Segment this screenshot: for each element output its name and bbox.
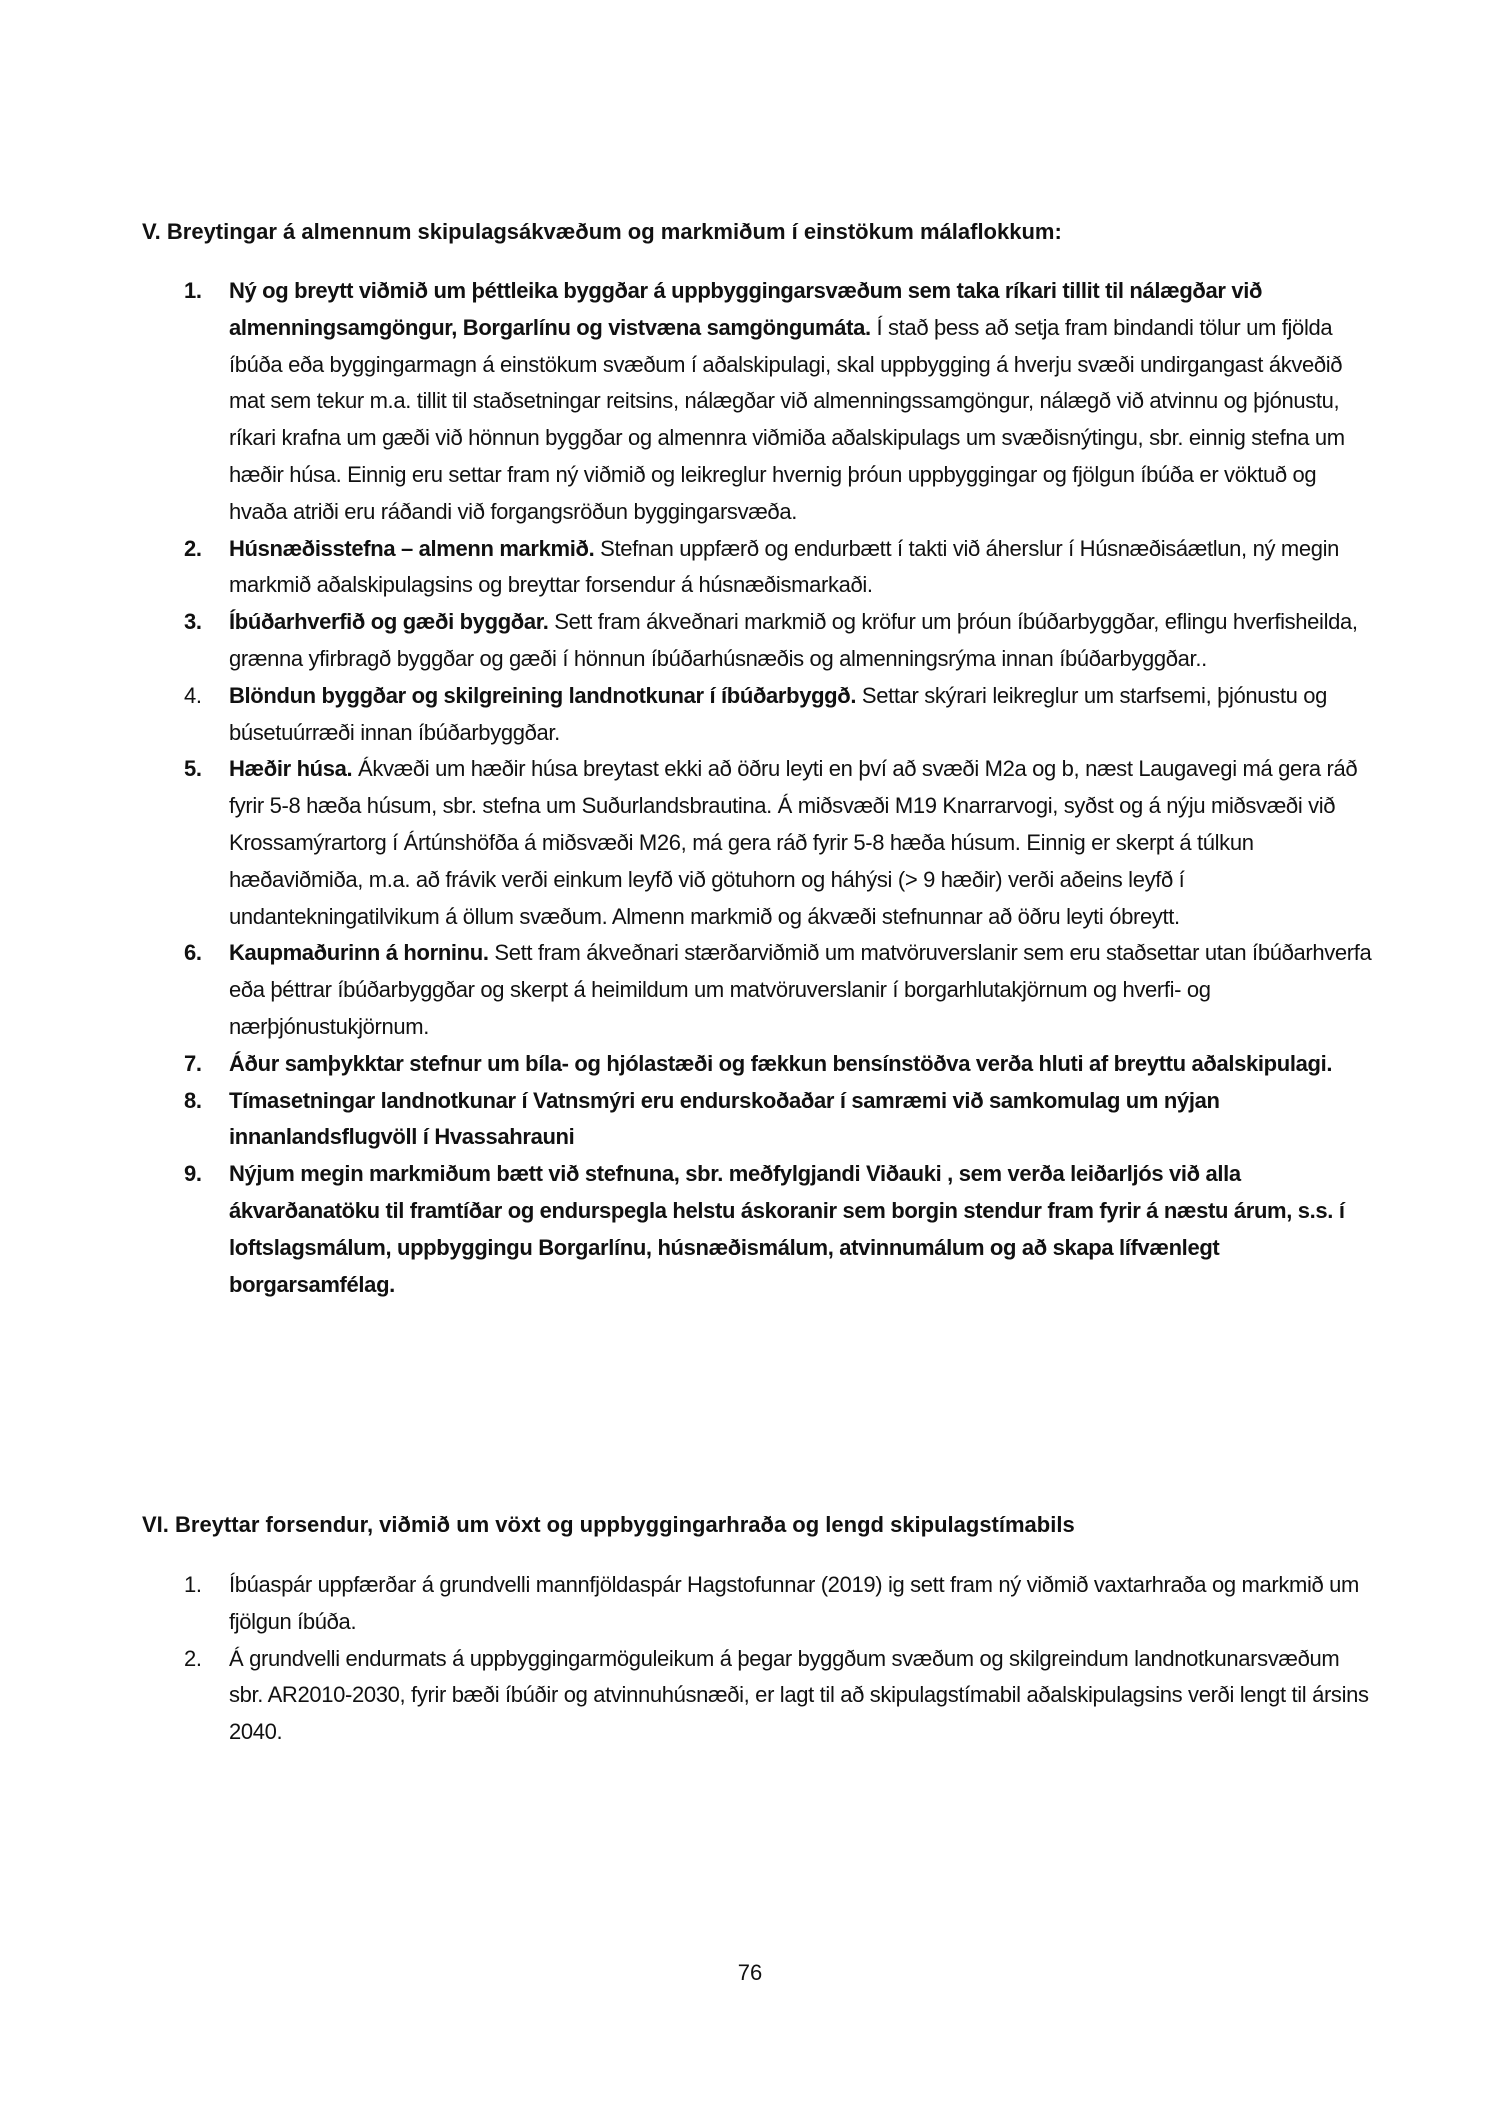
item-text: Í stað þess að setja fram bindandi tölur um fjölda íbúða eða byggingarmagn á einstökum svæðum í aðalskipulagi, skal uppbygging á hverju svæði undirgangast ákveðið mat sem tekur m.a. tillit til staðsetningar reitsins, nálægðar við almenningssamgöngur, nálægð við atvinnu og þjónustu, ríkari krafna um gæði við hönnun byggðar og almennra viðmiða aðalskipulags um svæðisnýtingu, sbr. einnig stefna um hæðir húsa. Einnig eru settar fram ný viðmið og leikreglur hvernig þróun uppbyggingar og fjölgun íbúða er vöktuð og hvaða atriði eru ráðandi við forgangsröðun byggingarsvæða. [229,314,1345,524]
list-item [142,531,1374,605]
item-lead: Tímasetningar landnotkunar í Vatnsmýri eru endurskoðaðar í samræmi við samkomulag um nýjan innanlandsflugvöll í Hvassahrauni [229,1087,1220,1150]
item-number: 2. [184,535,202,561]
section-5-list [142,273,1374,1303]
item-number: 9. [184,1161,202,1187]
item-text: Sett fram ákveðnari stærðarviðmið um matvöruverslanir sem eru staðsettar utan íbúðarhverfa eða þéttrar íbúðarbyggðar og skerpt á heimildum um matvöruverslanir í borgarhlutakjörnum og hverfi- og nærþjónustukjörnum. [229,940,1372,1039]
item-text: Ákvæði um hæðir húsa breytast ekki að öðru leyti en því að svæði M2a og b, næst Laugavegi má gera ráð fyrir 5-8 hæða húsum, sbr. stefna um Suðurlandsbrautina. Á miðsvæði M19 Knarrarvogi, syðst og á nýju miðsvæði við Krossamýrartorg í Ártúnshöfða á miðsvæði M26, má gera ráð fyrir 5-8 hæða húsum. Einnig er skerpt á túlkun hæðaviðmiða, m.a. að frávik verði einkum leyfð við götuhorn og háhýsi (> 9 hæðir) verði aðeins leyfð í undantekningatilvikum á öllum svæðum. Almenn markmið og ákvæði stefnunnar að öðru leyti óbreytt. [229,756,1358,929]
list-item [142,1641,1374,1751]
item-lead: Áður samþykktar stefnur um bíla- og hjólastæði og fækkun bensínstöðva verða hluti af breyttu aðalskipulagi. [229,1050,1333,1076]
list-item [142,751,1374,935]
list-item [142,1046,1374,1083]
item-lead: Nýjum megin markmiðum bætt við stefnuna, sbr. meðfylgjandi Viðauki , sem verða leiðarljós við alla ákvarðanatöku til framtíðar og endurspegla helstu áskoranir sem borgin stendur fram fyrir á næstu árum, s.s. í loftslagsmálum, uppbyggingu Borgarlínu, húsnæðismálum, atvinnumálum og að skapa lífvænlegt borgarsamfélag. [229,1161,1345,1297]
item-number: 2. [184,1645,202,1671]
item-lead: Kaupmaðurinn á horninu. [229,940,489,966]
item-number: 1. [184,278,202,303]
item-text: Settar skýrari leikreglur um starfsemi, þjónustu og búsetuúrræði innan íbúðarbyggðar. [229,682,1328,745]
item-text: Íbúaspár uppfærðar á grundvelli mannfjöldaspár Hagstofunnar (2019) ig sett fram ný viðmið vaxtarhraða og markmið um fjölgun íbúða. [229,1572,1359,1634]
item-lead: Húsnæðisstefna – almenn markmið. [229,535,595,561]
item-lead: Hæðir húsa. [229,756,353,782]
list-item [142,935,1374,1045]
item-lead: Íbúðarhverfið og gæði byggðar. [229,609,549,635]
item-text: Sett fram ákveðnari markmið og kröfur um þróun íbúðarbyggðar, eflingu hverfisheilda, grænna yfirbragð byggðar og gæði í hönnun íbúðarhúsnæðis og almenningsrýma innan íbúðarbyggðar.. [229,609,1358,671]
item-number: 7. [184,1050,202,1076]
list-item [142,1156,1374,1303]
item-number: 5. [184,756,202,782]
section-6-heading: VI. Breyttar forsendur, viðmið um vöxt og uppbyggingarhraða og lengd skipulagstímabils [142,1512,1075,1537]
item-lead: Ný og breytt viðmið um þéttleika byggðar á uppbyggingarsvæðum sem taka ríkari tillit til nálægðar við almenningsamgöngur, Borgarlínu og vistvæna samgöngumáta. [229,278,1263,340]
item-number: 3. [184,609,202,635]
item-number: 4. [184,682,202,708]
list-item [142,273,1374,531]
section-6-list [142,1567,1374,1751]
list-item [142,678,1374,752]
list-item [142,1567,1374,1641]
section-5-heading: V. Breytingar á almennum skipulagsákvæðum og markmiðum í einstökum málaflokkum: [142,219,1062,244]
list-item [142,1083,1374,1157]
item-text: Á grundvelli endurmats á uppbyggingarmöguleikum á þegar byggðum svæðum og skilgreindum landnotkunarsvæðum sbr. AR2010-2030, fyrir bæði íbúðir og atvinnuhúsnæði, er lagt til að skipulagstímabil aðalskipulagsins verði lengt til ársins 2040. [229,1645,1369,1745]
item-number: 8. [184,1087,202,1113]
item-number: 1. [184,1572,202,1597]
item-lead: Blöndun byggðar og skilgreining landnotkunar í íbúðarbyggð. [229,682,857,708]
page-number: 76 [737,1960,763,1985]
item-number: 6. [184,940,202,966]
list-item [142,604,1374,678]
item-text: Stefnan uppfærð og endurbætt í takti við áherslur í Húsnæðisáætlun, ný megin markmið aðalskipulagsins og breyttar forsendur á húsnæðismarkaði. [229,535,1340,598]
